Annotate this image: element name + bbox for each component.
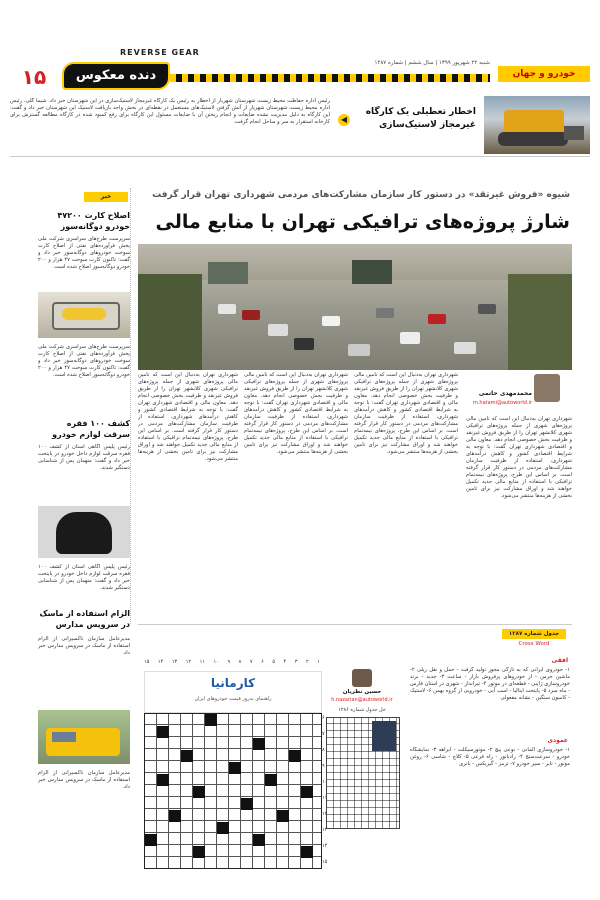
article-col-3: شهرداری تهران به‌دنبال این است که تامین مالی پروژه‌های شهری از جمله پروژه‌های ترافیکی شهری کلانشهر تهران را از طریق فروش غیرنقد و ظرفیت بخش خصوصی انجام دهد. معاون مالی و اقتصادی شهرداری تهران گفت: با توجه به شرایط اقتصادی کشور و کاهش درآمدهای شهرداری، استفاده از ظرفیت سازمان مشارکت‌های مردمی در دستور کار قرار گرفته است. بر اساس این طرح، پروژه‌های نیمه‌تمام ترافیکی با استفاده از منابع مالی جدید تکمیل خواهند شد و اوراق مشارکت نیز برای تامین بخشی از هزینه‌ها منتشر می‌شود. bbox=[244, 372, 348, 455]
header-rule bbox=[170, 74, 490, 82]
sidebar-label: خبر bbox=[84, 192, 128, 202]
designer-email[interactable]: h.nazarian@autoworld.ir bbox=[331, 697, 393, 703]
sponsor-logo: کارمانیا bbox=[210, 676, 256, 690]
traffic-photo bbox=[138, 244, 572, 370]
arrow-icon[interactable]: ◀ bbox=[338, 114, 350, 126]
grid-row-numbers: ۶ ۷ ۸ ۹ ۱۰ ۱۱ ۱۲ ۱۳ ۱۴ ۱۵ bbox=[322, 715, 328, 865]
crossword-label-en: Cross Word bbox=[518, 641, 550, 647]
bulldozer-photo bbox=[484, 96, 590, 154]
teaser-text: رئیس اداره حفاظت محیط زیست شهرستان شهریار از اخطار به رئیس یک کارگاه غیرمجاز لاستیک‌سازی در این شهرستان خبر داد. شیما گلی، رئیس اداره محیط زیست شهرستان شهریار از آتش گرفتن لاستیک‌های مستعمل در نقطه‌ای در بخش واحد بازیافت لاستیک این شهرستان خبر داد و گفت: این کارگاه به دلیل مدیریت نشده ضایعات و انجام ریختن آن با ضایعات مسئول این کارگاه برای رفع کمبود شده در کارگاه مطالعه گسترش برای کارخانه استقرار به سر و ساحل انجام گرفت. bbox=[10, 98, 330, 125]
paper-logo: خودرو و جهان bbox=[498, 66, 590, 82]
solution-photo bbox=[372, 721, 396, 751]
solution-label: حل جدول شماره ۱۲۸۶ bbox=[338, 707, 386, 713]
designer-name: حسین نظریان bbox=[342, 689, 382, 695]
news-text-1b: سرپرست طرح‌های سراسری شرکت ملی پخش فرآورده‌های نفتی از اصلاح کارت سوخت خودروهای دوگانه‌سوز خبر داد و گفت: تاکنون کارت سوخت ۴۷ هزار و ۲۰۰ خودرو دوگانه‌سوز اصلاح شده است. bbox=[38, 344, 130, 378]
section-logo-en: REVERSE GEAR bbox=[120, 48, 200, 57]
section-logo: دنده معکوس bbox=[62, 62, 170, 90]
news-title-2[interactable]: کشف ۱۰۰ فقره سرقت لوازم خودرو bbox=[52, 419, 130, 439]
sponsor-sub: راهنمای به‌روز قیمت خودروهای ایران bbox=[194, 696, 272, 702]
grid-col-numbers: ۱۵ ۱۴ ۱۳ ۱۲ ۱۱ ۱۰ ۹ ۸ ۷ ۶ ۵ ۴ ۳ ۲ ۱ bbox=[144, 659, 320, 665]
article-col-4: شهرداری تهران به‌دنبال این است که تامین مالی پروژه‌های شهری از جمله پروژه‌های ترافیکی شهری کلانشهر تهران را از طریق فروش غیرنقد و ظرفیت بخش خصوصی انجام دهد. معاون مالی و اقتصادی شهرداری تهران گفت: با توجه به شرایط اقتصادی کشور و کاهش درآمدهای شهرداری، استفاده از ظرفیت سازمان مشارکت‌های مردمی در دستور کار قرار گرفته است. بر اساس این طرح، پروژه‌های نیمه‌تمام ترافیکی با استفاده از منابع مالی جدید تکمیل خواهند شد و اوراق مشارکت نیز برای تامین بخشی از هزینه‌ها منتشر می‌شود. bbox=[138, 372, 238, 462]
crossword-grid[interactable] bbox=[144, 713, 322, 869]
news-text-2: رئیس پلیس آگاهی استان از کشف ۱۰۰ فقره سرقت لوازم داخل خودرو در پایتخت خبر داد و گفت: متهمان پس از شناسایی دستگیر شدند. bbox=[38, 444, 130, 471]
across-clues: ۱- خودروی ایرانی که به تازگی مجوز تولید گرفت - حمل و نقل ریلی ۲- ماشین خرمن - از خودروهای پرفروش بازار - ساعت ۳- جدید - برند خودروسازی ژاپنی - قطعه‌ای در موتور ۴- تیرانداز - شهری در استان فارس - ماه سرد ۵- پایتخت ایتالیا - اسب آبی - خودرویی از گروه بهمن ۶- لاستیک - کامیون سنگین - نشانه مفعولی bbox=[410, 667, 570, 701]
author-avatar bbox=[534, 374, 560, 402]
news-title-1[interactable]: اصلاح کارت ۴۷۲۰۰ خودرو دوگانه‌سوز bbox=[57, 211, 130, 231]
article-headline[interactable]: شارژ پروژه‌های ترافیکی تهران با منابع مالی bbox=[155, 211, 570, 233]
crossword-section bbox=[138, 624, 572, 875]
article-col-2: شهرداری تهران به‌دنبال این است که تامین مالی پروژه‌های شهری از جمله پروژه‌های ترافیکی شهری کلانشهر تهران را از طریق فروش غیرنقد و ظرفیت بخش خصوصی انجام دهد. معاون مالی و اقتصادی شهرداری تهران گفت: با توجه به شرایط اقتصادی کشور و کاهش درآمدهای شهرداری، استفاده از ظرفیت سازمان مشارکت‌های مردمی در دستور کار قرار گرفته است. بر اساس این طرح، پروژه‌های نیمه‌تمام ترافیکی با استفاده از منابع مالی جدید تکمیل خواهند شد و اوراق مشارکت نیز برای تامین بخشی از هزینه‌ها منتشر می‌شود. bbox=[354, 372, 458, 455]
down-title: عمودی bbox=[547, 737, 568, 744]
issue-line: شنبه ۲۲ شهریور ۱۳۹۹ | سال ششم | شماره ۱۲۸۷ bbox=[374, 60, 490, 66]
author-box bbox=[470, 372, 572, 412]
school-bus-photo bbox=[38, 710, 130, 764]
author-email[interactable]: m.hatami@autoworld.ir bbox=[472, 400, 532, 406]
sponsor-box[interactable] bbox=[144, 671, 322, 713]
teaser-band bbox=[10, 92, 590, 157]
car-trunk-photo bbox=[38, 292, 130, 338]
across-title: افقی bbox=[551, 657, 568, 664]
news-text-3: مدیرعامل سازمان تاکسیرانی از الزام استفاده از ماسک در سرویس مدارس خبر داد. bbox=[38, 636, 130, 656]
down-clues: ۱- خودروسازی آلمانی - نوعی پیچ ۲- موتورسیکلت - آبراهه ۳- نمایشگاه خودرو - سرعت‌سنج ۴- رادیاتور - راه فرعی ۵- کلاچ - شاسی ۶- روغن موتور - تایر - سپر خودرو ۷- ترمز - گیربکس - باتری bbox=[410, 747, 570, 767]
designer-box bbox=[322, 669, 402, 865]
news-text-2b: رئیس پلیس آگاهی استان از کشف ۱۰۰ فقره سرقت لوازم داخل خودرو در پایتخت خبر داد و گفت: متهمان پس از شناسایی دستگیر شدند. bbox=[38, 564, 130, 591]
news-text-3b: مدیرعامل سازمان تاکسیرانی از الزام استفاده از ماسک در سرویس مدارس خبر داد. bbox=[38, 770, 130, 790]
designer-avatar bbox=[352, 669, 372, 687]
article-col-1: شهرداری تهران به‌دنبال این است که تامین مالی پروژه‌های شهری از جمله پروژه‌های ترافیکی شهری کلانشهر تهران را از طریق فروش غیرنقد و ظرفیت بخش خصوصی انجام دهد. معاون مالی و اقتصادی شهرداری تهران گفت: با توجه به شرایط اقتصادی کشور و کاهش درآمدهای شهرداری، استفاده از ظرفیت سازمان مشارکت‌های مردمی در دستور کار قرار گرفته است. بر اساس این طرح، پروژه‌های نیمه‌تمام ترافیکی با استفاده از منابع مالی جدید تکمیل خواهند شد و اوراق مشارکت نیز برای تامین بخشی از هزینه‌ها منتشر می‌شود. bbox=[466, 416, 572, 499]
sidebar bbox=[38, 188, 131, 629]
article-kicker: شیوه «فروش غیرتقد» در دستور کار سازمان مشارکت‌های مردمی شهرداری تهران قرار گرفت bbox=[152, 190, 570, 200]
teaser-title[interactable]: اخطار تعطیلی یک کارگاه غیرمجاز لاستیک‌سازی bbox=[365, 107, 476, 130]
gloves-photo bbox=[38, 506, 130, 558]
page-header bbox=[0, 48, 600, 88]
page-number: ۱۵ bbox=[14, 66, 54, 88]
crossword-label: جدول شماره ۱۲۸۷ bbox=[502, 629, 566, 639]
author-name: محمدمهدی حاتمی bbox=[478, 390, 532, 397]
news-title-3[interactable]: الزام استفاده از ماسک در سرویس مدارس bbox=[39, 609, 130, 629]
news-text-1: سرپرست طرح‌های سراسری شرکت ملی پخش فرآورده‌های نفتی از اصلاح کارت سوخت خودروهای دوگانه‌سوز خبر داد و گفت: تاکنون کارت سوخت ۴۷ هزار و ۲۰۰ خودرو دوگانه‌سوز اصلاح شده است. bbox=[38, 236, 130, 270]
